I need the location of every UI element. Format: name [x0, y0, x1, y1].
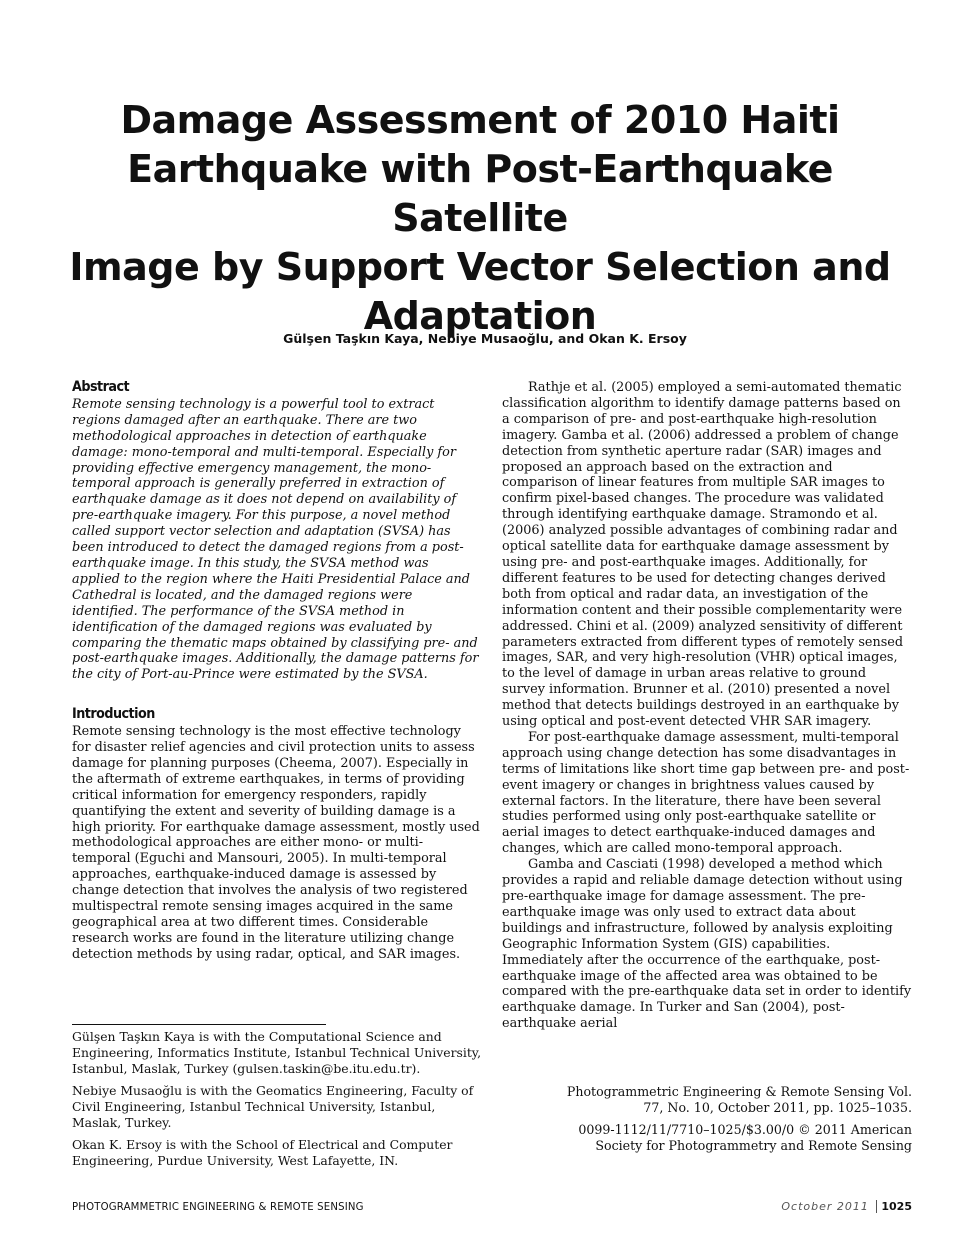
body-paragraph: Gamba and Casciati (1998) developed a method which provides a rapid and reliable damage detection without using pre-earthquake image for damage assessment. The pre-earthquake image was only used to extract data about buildings and infrastructure, followed by analysis exploiting Geographic Information System (GIS) capabilities. Immediately after the occurrence of the earthquake, post-earthquake image of the affected area was obtained to be compared with the pre-earthquake data set in order to identify earthquake damage. In Turker and San (2004), post-earthquake aerial	[502, 857, 912, 1032]
running-footer-page	[781, 1200, 912, 1213]
title-line: Image by Support Vector Selection and	[69, 245, 891, 289]
copyright-line: 0099-1112/11/7710–1025/$3.00/0 © 2011 American Society for Photogrammetry and Remote Sensing	[578, 1122, 912, 1153]
journal-citation	[552, 1084, 912, 1160]
introduction-paragraph: Remote sensing technology is the most effective technology for disaster relief agencies and civil protection units to assess damage for planning purposes (Cheema, 2007). Especially in the aftermath of extreme earthquakes, in terms of providing critical information for emergency responders, rapidly quantifying the extent and severity of building damage is a high priority. For earthquake damage assessment, mostly used methodological approaches are either mono- or multi- temporal (Eguchi and Mansouri, 2005). In multi-temporal approaches, earthquake-induced damage is assessed by change detection that involves the analysis of two registered multispectral remote sensing images acquired in the same geographical area at two different times. Considerable research works are found in the literature utilizing change detection methods by using radar, optical, and SAR images.	[72, 724, 480, 962]
body-paragraph: Rathje et al. (2005) employed a semi-automated thematic classification algorithm to identify damage patterns based on a comparison of pre- and post-earthquake high-resolution imagery. Gamba et al. (2006) addressed a problem of change detection from synthetic aperture radar (SAR) images and proposed an approach based on the extraction and comparison of linear features from multiple SAR images to confirm pixel-based changes. The procedure was validated through identifying earthquake damage. Stramondo et al. (2006) analyzed possible advantages of combining radar and optical satellite data for earthquake damage assessment by using pre- and post-earthquake images. Additionally, for different features to be used for detecting changes derived both from optical and radar data, an investigation of the information content and their possible complementarity were addressed. Chini et al. (2009) analyzed sensitivity of different parameters extracted from different types of remotely sensed images, SAR, and very high-resolution (VHR) optical images, to the level of damage in urban areas relative to ground survey information. Brunner et al. (2010) presented a novel method that detects buildings destroyed in an earthquake by using optical and post-event detected VHR SAR imagery.	[502, 380, 904, 730]
title-line: Damage Assessment of 2010 Haiti	[120, 98, 840, 142]
introduction-heading: Introduction	[72, 706, 155, 723]
author-affiliations	[72, 1029, 482, 1175]
affiliation-note: Nebiye Musaoğlu is with the Geomatics Engineering, Faculty of Civil Engineering, Istanbul Technical University, Istanbul, Maslak, Turkey.	[72, 1083, 474, 1130]
footnote-divider	[72, 1024, 326, 1025]
affiliation-note: Okan K. Ersoy is with the School of Electrical and Computer Engineering, Purdue University, West Lafayette, IN.	[72, 1137, 453, 1168]
citation-line: Photogrammetric Engineering & Remote Sensing Vol. 77, No. 10, October 2011, pp. 1025–1035.	[566, 1084, 912, 1115]
abstract-text: Remote sensing technology is a powerful tool to extract regions damaged after an earthquake. There are two methodological approaches in detection of earthquake damage: mono-temporal and multi-temporal. Especially for providing effective emergency management, the mono-temporal approach is generally preferred in extraction of earthquake damage as it does not depend on availability of pre-earthquake imagery. For this purpose, a novel method called support vector selection and adaptation (SVSA) has been introduced to detect the damaged regions from a post-earthquake image. In this study, the SVSA method was applied to the region where the Haiti Presidential Palace and Cathedral is located, and the damaged regions were identified. The performance of the SVSA method in identification of the damaged regions was evaluated by comparing the thematic maps obtained by classifying pre- and post-earthquake images. Additionally, the damage patterns for the city of Port-au-Prince were estimated by the SVSA.	[72, 396, 479, 683]
paper-title	[60, 96, 900, 341]
affiliation-note: Gülşen Taşkın Kaya is with the Computational Science and Engineering, Informatics Institute, Istanbul Technical University, Istanbul, Maslak, Turkey (gulsen.taskin@be.itu.edu.tr).	[72, 1029, 482, 1076]
abstract-heading: Abstract	[72, 379, 130, 395]
author-list: Gülşen Taşkın Kaya, Nebiye Musaoğlu, and Okan K. Ersoy	[283, 331, 687, 346]
title-line: Adaptation	[363, 294, 597, 338]
body-paragraph: For post-earthquake damage assessment, multi-temporal approach using change detection has some disadvantages in terms of limitations like short time gap between pre- and post-event imagery or changes in brightness values caused by external factors. In the literature, there have been several studies performed using only post-earthquake satellite or aerial images to detect earthquake-induced damages and changes, which are called mono-temporal approach.	[502, 729, 910, 857]
left-column	[72, 380, 480, 963]
footer-month: October 2011	[781, 1200, 869, 1213]
title-line: Earthquake with Post-Earthquake Satellite	[127, 147, 833, 240]
running-footer-journal: PHOTOGRAMMETRIC ENGINEERING & REMOTE SENSING	[72, 1200, 364, 1213]
right-column	[502, 380, 912, 1032]
page-number: 1025	[876, 1200, 912, 1213]
